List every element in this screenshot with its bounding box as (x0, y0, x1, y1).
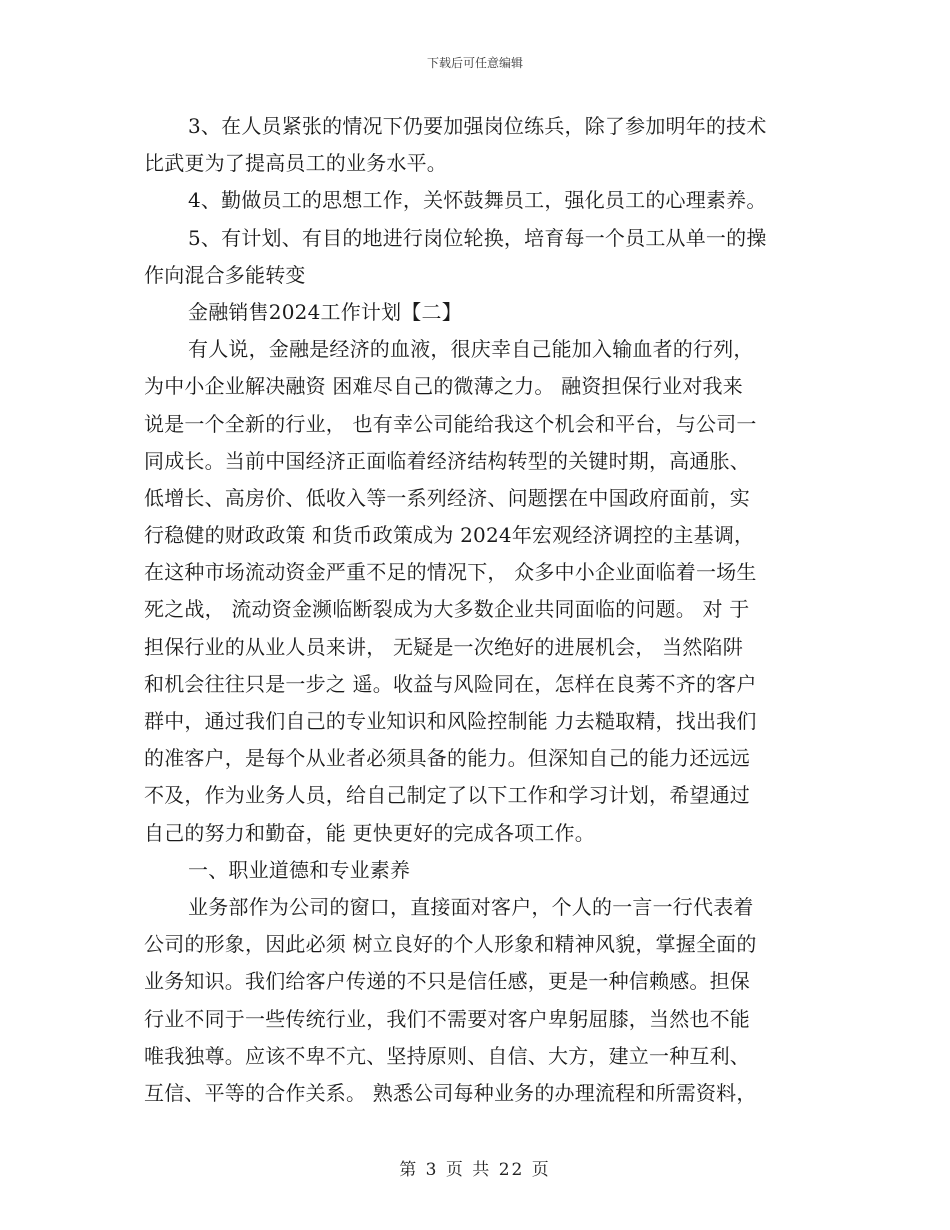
text-line: 比武更为了提高员工的业务水平。 (144, 151, 447, 176)
text-line: 业务知识。我们给客户传递的不只是信任感，更是一种信赖感。担保 (144, 969, 750, 994)
text-line: 一、职业道德和专业素养 (188, 857, 411, 882)
text-line: 3、在人员紧张的情况下仍要加强岗位练兵，除了参加明年的技术 (188, 114, 767, 138)
text-line: 同成长。当前中国经济正面临着经济结构转型的关键时期，高通胀、 (144, 448, 750, 473)
text-line: 自己的努力和勤奋，能 更快更好的完成各项工作。 (144, 820, 595, 845)
text-line: 为中小企业解决融资 困难尽自己的微薄之力。 融资担保行业对我来 (144, 374, 743, 399)
text-line: 4、勤做员工的思想工作，关怀鼓舞员工，强化员工的心理素养。 (188, 188, 767, 213)
text-line: 5、有计划、有目的地进行岗位轮换，培育每一个员工从单一的操 (188, 225, 767, 250)
text-line: 低增长、高房价、低收入等一系列经济、问题摆在中国政府面前，实 (144, 485, 750, 510)
text-line: 的准客户，是每个从业者必须具备的能力。但深知自己的能力还远远 (144, 746, 750, 771)
text-line: 群中，通过我们自己的专业知识和风险控制能 力去糙取精，找出我们 (144, 709, 757, 733)
text-line: 行业不同于一些传统行业，我们不需要对客户卑躬屈膝，当然也不能 (144, 1006, 750, 1031)
text-line: 唯我独尊。应该不卑不亢、坚持原则、自信、大方，建立一种互利、 (144, 1043, 750, 1068)
text-line: 金融销售2024工作计划【二】 (188, 299, 462, 324)
text-line: 不及，作为业务人员，给自己制定了以下工作和学习计划，希望通过 (144, 783, 750, 808)
text-line: 有人说，金融是经济的血液，很庆幸自己能加入输血者的行列， (188, 337, 754, 362)
text-line: 互信、平等的合作关系。 熟悉公司每种业务的办理流程和所需资料， (144, 1080, 757, 1105)
text-line: 业务部作为公司的窗口，直接面对客户，个人的一言一行代表着 (188, 894, 754, 919)
text-line: 担保行业的从业人员来讲， 无疑是一次绝好的进展机会， 当然陷阱 (144, 634, 743, 659)
text-line: 在这种市场流动资金严重不足的情况下， 众多中小企业面临着一场生 (144, 560, 757, 585)
text-line: 说是一个全新的行业， 也有幸公司能给我这个机会和平台，与公司一 (144, 411, 757, 436)
text-line: 死之战， 流动资金濒临断裂成为大多数企业共同面临的问题。 对 于 (144, 597, 750, 622)
text-line: 作向混合多能转变 (144, 262, 306, 287)
document-body (144, 108, 809, 1112)
page-footer: 第 3 页 共 22 页 (399, 1160, 551, 1180)
text-line: 行稳健的财政政策 和货币政策成为 2024年宏观经济调控的主基调， (144, 523, 755, 548)
text-line: 公司的形象，因此必须 树立良好的个人形象和精神风貌，掌握全面的 (144, 932, 757, 957)
text-line: 和机会往往只是一步之 遥。收益与风险同在，怎样在良莠不齐的客户 (144, 671, 757, 696)
page-header: 下载后可任意编辑 (426, 56, 523, 70)
